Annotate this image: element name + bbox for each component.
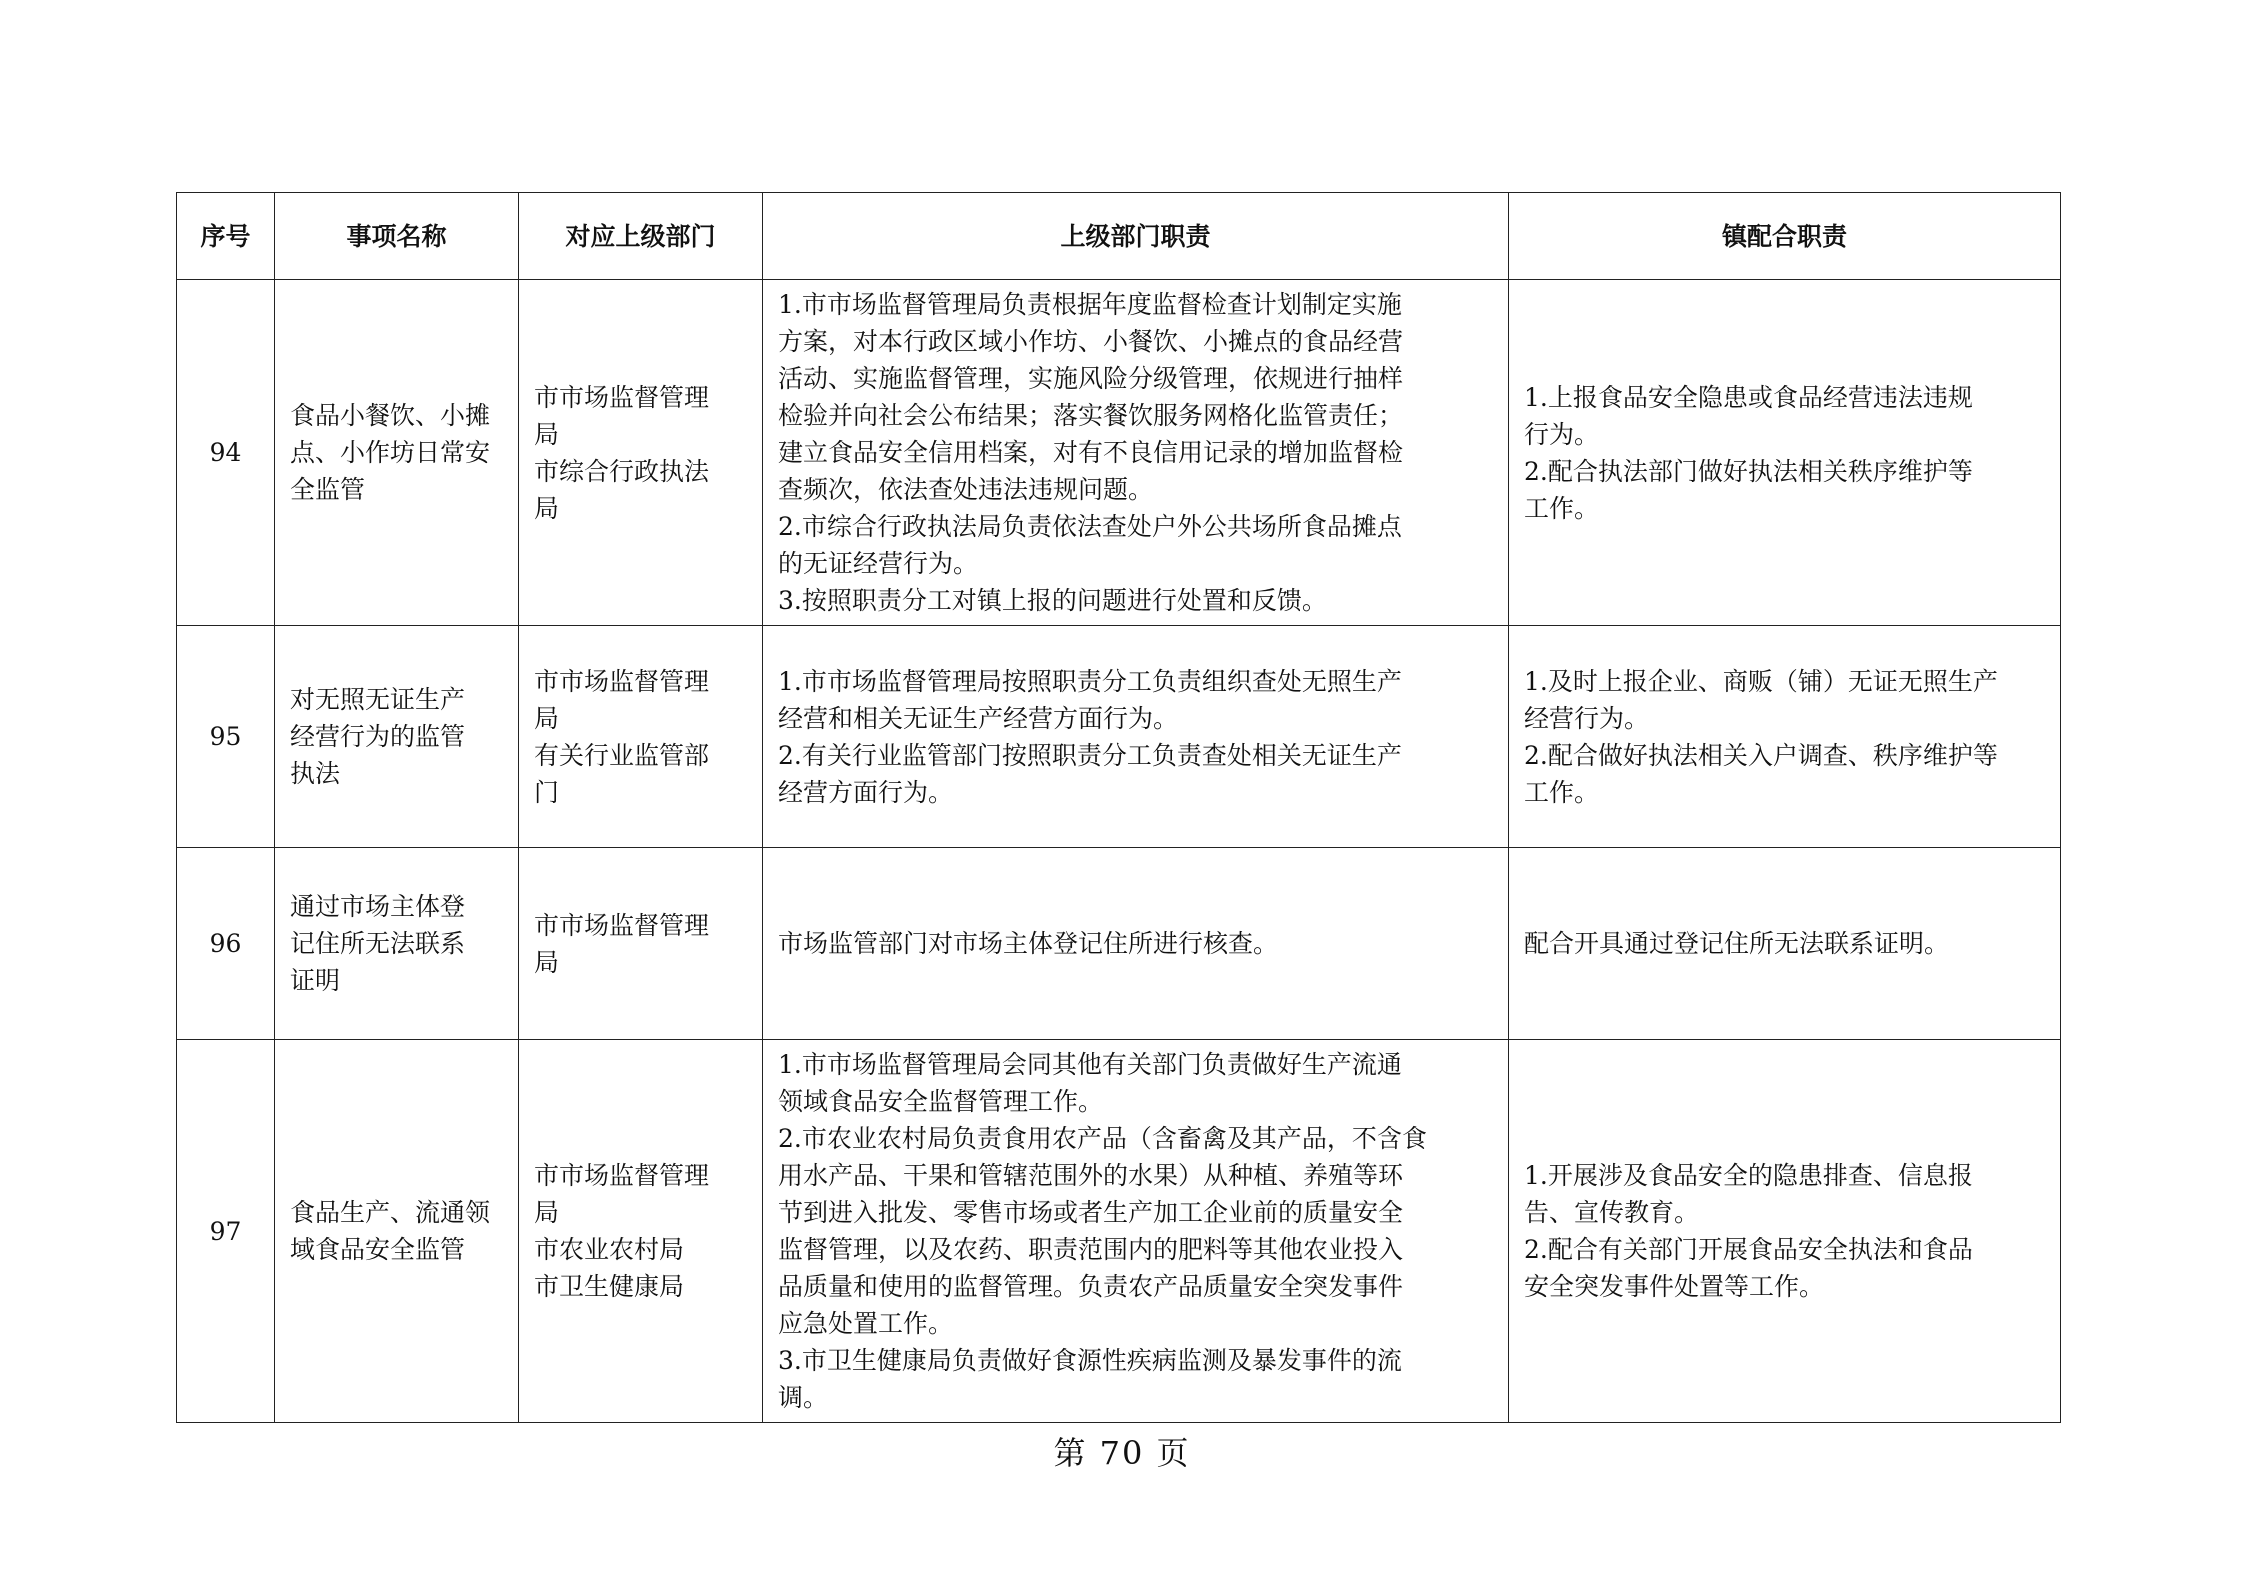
cell-text-line: 1.市市场监督管理局负责根据年度监督检查计划制定实施 (778, 290, 1402, 319)
superior-duty-cell (763, 280, 1509, 626)
cell-text-line: 食品生产、流通领 (290, 1198, 491, 1227)
cell-text-line: 查频次，依法查处违法违规问题。 (778, 475, 1154, 504)
serial-number-cell: 95 (177, 626, 275, 848)
cell-text-line: 检验并向社会公布结果；落实餐饮服务网格化监管责任； (778, 401, 1404, 430)
town-duty-cell (1509, 280, 2061, 626)
cell-text-line: 市综合行政执法 (534, 456, 710, 486)
cell-text-line: 市市场监督管理 (534, 382, 710, 412)
cell-text-line: 有关行业监管部 (534, 740, 710, 770)
table-row (177, 626, 2061, 848)
header-town-duty: 镇配合职责 (1509, 193, 2061, 280)
header-item-name: 事项名称 (275, 193, 519, 280)
cell-text-line: 证明 (290, 966, 341, 995)
cell-text-line: 告、宣传教育。 (1524, 1198, 1700, 1227)
cell-text-line: 市场监管部门对市场主体登记住所进行核查。 (778, 929, 1279, 958)
cell-text-line: 经营和相关无证生产经营方面行为。 (778, 703, 1179, 733)
cell-text-line: 1.市市场监督管理局会同其他有关部门负责做好生产流通 (778, 1050, 1402, 1079)
superior-duty-cell (763, 1040, 1509, 1423)
department-cell (519, 1040, 763, 1423)
cell-text-line: 市农业农村局 (534, 1235, 685, 1264)
cell-text-line: 活动、实施监督管理，实施风险分级管理，依规进行抽样 (778, 364, 1404, 393)
town-duty-cell (1509, 848, 2061, 1040)
cell-text-line: 市市场监督管理 (534, 666, 710, 696)
cell-text-line: 市市场监督管理 (534, 1161, 710, 1190)
cell-text-line: 市卫生健康局 (534, 1272, 685, 1301)
cell-text-line: 3.市卫生健康局负责做好食源性疾病监测及暴发事件的流 (778, 1346, 1402, 1375)
cell-text-line: 建立食品安全信用档案，对有不良信用记录的增加监督检 (778, 438, 1404, 467)
cell-text-line: 经营行为的监管 (290, 722, 466, 751)
cell-text-line: 应急处置工作。 (778, 1309, 954, 1338)
cell-text-line: 局 (534, 493, 560, 523)
cell-text-line: 2.配合执法部门做好执法相关秩序维护等 (1524, 456, 1973, 486)
cell-text-line: 1.开展涉及食品安全的隐患排查、信息报 (1524, 1161, 1973, 1190)
serial-number-cell: 94 (177, 280, 275, 626)
cell-text-line: 全监管 (290, 475, 366, 504)
table-row (177, 1040, 2061, 1423)
cell-text-line: 2.配合做好执法相关入户调查、秩序维护等 (1524, 740, 1998, 770)
department-cell (519, 848, 763, 1040)
cell-text-line: 品质量和使用的监督管理。负责农产品质量安全突发事件 (778, 1272, 1404, 1301)
cell-text-line: 2.市农业农村局负责食用农产品（含畜禽及其产品，不含食 (778, 1124, 1427, 1153)
cell-text-line: 方案，对本行政区域小作坊、小餐饮、小摊点的食品经营 (778, 327, 1404, 356)
cell-text-line: 调。 (778, 1383, 829, 1412)
serial-number-cell: 97 (177, 1040, 275, 1423)
item-name-cell (275, 626, 519, 848)
cell-text-line: 工作。 (1524, 777, 1600, 807)
cell-text-line: 对无照无证生产 (290, 685, 466, 714)
cell-text-line: 行为。 (1524, 419, 1600, 449)
cell-text-line: 执法 (290, 759, 341, 788)
cell-text-line: 配合开具通过登记住所无法联系证明。 (1524, 929, 1950, 958)
cell-text-line: 3.按照职责分工对镇上报的问题进行处置和反馈。 (778, 586, 1327, 615)
responsibility-table (176, 192, 2061, 1423)
cell-text-line: 2.配合有关部门开展食品安全执法和食品 (1524, 1235, 1973, 1264)
table-row (177, 280, 2061, 626)
cell-text-line: 1.上报食品安全隐患或食品经营违法违规 (1524, 382, 1973, 412)
cell-text-line: 食品小餐饮、小摊 (290, 401, 491, 430)
header-superior-duty: 上级部门职责 (763, 193, 1509, 280)
cell-text-line: 记住所无法联系 (290, 929, 466, 958)
cell-text-line: 市市场监督管理 (534, 910, 710, 940)
cell-text-line: 1.及时上报企业、商贩（铺）无证无照生产 (1524, 666, 1998, 696)
cell-text-line: 2.有关行业监管部门按照职责分工负责查处相关无证生产 (778, 740, 1402, 770)
cell-text-line: 2.市综合行政执法局负责依法查处户外公共场所食品摊点 (778, 512, 1402, 541)
item-name-cell (275, 280, 519, 626)
cell-text-line: 安全突发事件处置等工作。 (1524, 1272, 1825, 1301)
cell-text-line: 节到进入批发、零售市场或者生产加工企业前的质量安全 (778, 1198, 1404, 1227)
town-duty-cell (1509, 1040, 2061, 1423)
header-superior-department: 对应上级部门 (519, 193, 763, 280)
cell-text-line: 工作。 (1524, 493, 1600, 523)
cell-text-line: 局 (534, 419, 560, 449)
cell-text-line: 局 (534, 703, 560, 733)
cell-text-line: 局 (534, 947, 560, 977)
cell-text-line: 经营行为。 (1524, 703, 1650, 733)
cell-text-line: 通过市场主体登 (290, 892, 466, 921)
cell-text-line: 1.市市场监督管理局按照职责分工负责组织查处无照生产 (778, 666, 1402, 696)
table-row (177, 848, 2061, 1040)
header-serial-number: 序号 (177, 193, 275, 280)
cell-text-line: 经营方面行为。 (778, 777, 954, 807)
table-body (177, 280, 2061, 1423)
department-cell (519, 626, 763, 848)
cell-text-line: 点、小作坊日常安 (290, 438, 491, 467)
cell-text-line: 局 (534, 1198, 560, 1227)
item-name-cell (275, 848, 519, 1040)
cell-text-line: 门 (534, 777, 560, 807)
cell-text-line: 监督管理，以及农药、职责范围内的肥料等其他农业投入 (778, 1235, 1404, 1264)
cell-text-line: 领域食品安全监督管理工作。 (778, 1087, 1104, 1116)
serial-number-cell: 96 (177, 848, 275, 1040)
item-name-cell (275, 1040, 519, 1423)
superior-duty-cell (763, 626, 1509, 848)
page-number: 第 70 页 (1053, 1434, 1191, 1472)
table-header-row (177, 193, 2061, 280)
department-cell (519, 280, 763, 626)
superior-duty-cell (763, 848, 1509, 1040)
cell-text-line: 用水产品、干果和管辖范围外的水果）从种植、养殖等环 (778, 1161, 1404, 1190)
town-duty-cell (1509, 626, 2061, 848)
cell-text-line: 域食品安全监管 (290, 1235, 466, 1264)
cell-text-line: 的无证经营行为。 (778, 549, 979, 578)
